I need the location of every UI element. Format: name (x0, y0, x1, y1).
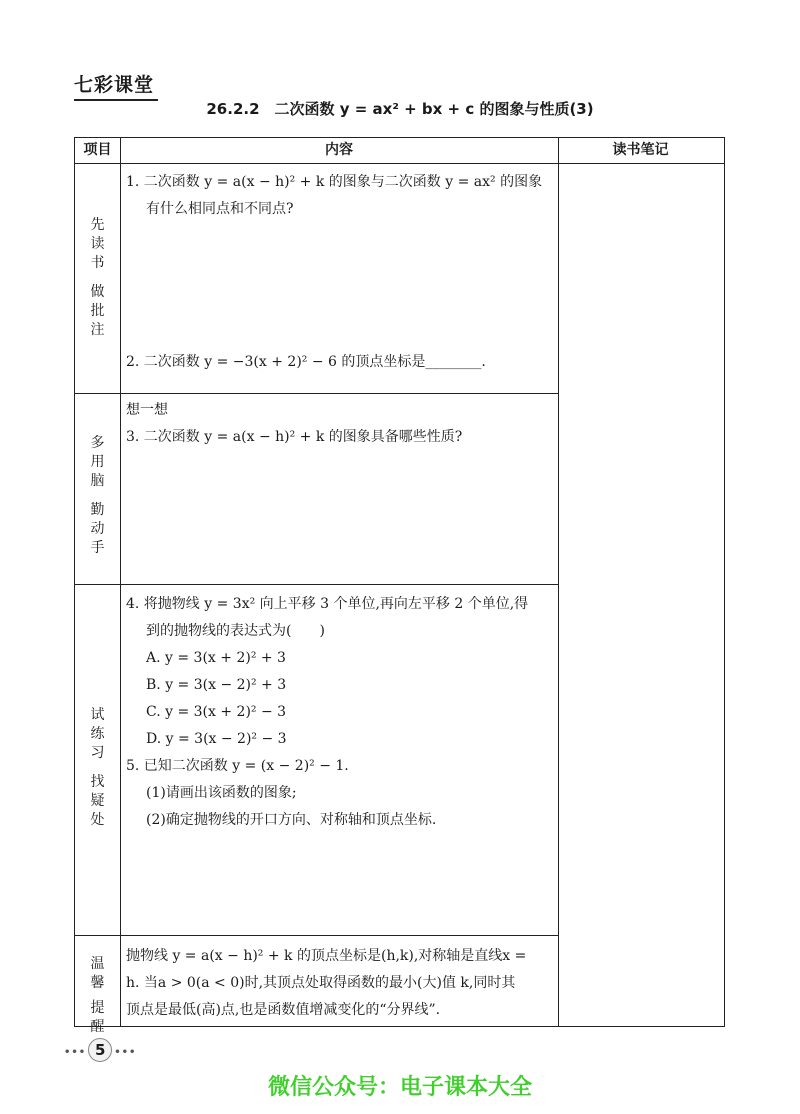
question-5-part-2: (2)确定抛物线的开口方向、对称轴和顶点坐标. (146, 812, 437, 828)
row-label-read: 先 读 书 做 批 注 (90, 217, 105, 338)
row-label-practice: 试 练 习 找 疑 处 (90, 707, 105, 828)
row-content-think (126, 397, 552, 451)
tip-line-3: 顶点是最低(高)点,也是函数值增减变化的“分界线”. (126, 1002, 441, 1018)
column-divider (558, 138, 559, 1026)
question-4-line-2: 到的抛物线的表达式为( ) (146, 623, 325, 639)
option-a: A. y = 3(x + 2)² + 3 (146, 650, 286, 666)
brand-logo (74, 70, 154, 97)
row-divider (75, 393, 558, 394)
page-dots-right-icon: ••• (114, 1047, 137, 1058)
question-3: 3. 二次函数 y = a(x − h)² + k 的图象具备哪些性质? (126, 429, 463, 445)
think-heading: 想一想 (126, 402, 168, 418)
header-content: 内容 (325, 142, 353, 158)
row-content-tips (126, 943, 552, 1024)
header-notes: 读书笔记 (612, 142, 669, 158)
question-5-part-1: (1)请画出该函数的图象; (146, 785, 297, 801)
option-d: D. y = 3(x − 2)² − 3 (146, 731, 287, 747)
brand-logo-text: 七彩课堂 (74, 74, 155, 96)
row-label-think: 多 用 脑 勤 动 手 (90, 435, 105, 556)
row-content-practice (126, 591, 552, 834)
tip-line-1: 抛物线 y = a(x − h)² + k 的顶点坐标是(h,k),对称轴是直线x = (126, 948, 527, 964)
row-label-tips: 温 馨 提 醒 (90, 956, 105, 1035)
section-title: 26.2.2 二次函数 y = ax² + bx + c 的图象与性质(3) (206, 100, 594, 118)
question-2-line: 2. 二次函数 y = −3(x + 2)² − 6 的顶点坐标是________. (126, 354, 486, 370)
page-number-value: 5 (88, 1038, 112, 1062)
row-content-read (126, 169, 552, 223)
question-1-line-1: 1. 二次函数 y = a(x − h)² + k 的图象与二次函数 y = ax² 的图象 (126, 174, 543, 190)
page-dots-left-icon: ••• (64, 1047, 87, 1058)
option-c: C. y = 3(x + 2)² − 3 (146, 704, 287, 720)
option-b: B. y = 3(x − 2)² + 3 (146, 677, 287, 693)
row-divider (75, 584, 558, 585)
question-5: 5. 已知二次函数 y = (x − 2)² − 1. (126, 758, 349, 774)
row-divider (75, 935, 558, 936)
study-table (74, 137, 725, 1035)
question-1-line-2: 有什么相同点和不同点? (146, 201, 294, 217)
watermark: 微信公众号：电子课本大全 (267, 1075, 532, 1100)
question-2 (126, 349, 552, 376)
header-item: 项目 (83, 142, 112, 158)
column-divider (120, 138, 121, 1026)
page-number (64, 1038, 136, 1062)
tip-line-2: h. 当a > 0(a < 0)时,其顶点处取得函数的最小(大)值 k,同时其 (126, 975, 516, 991)
question-4-line-1: 4. 将抛物线 y = 3x² 向上平移 3 个单位,再向左平移 2 个单位,得 (126, 596, 529, 612)
header-divider (75, 163, 724, 164)
